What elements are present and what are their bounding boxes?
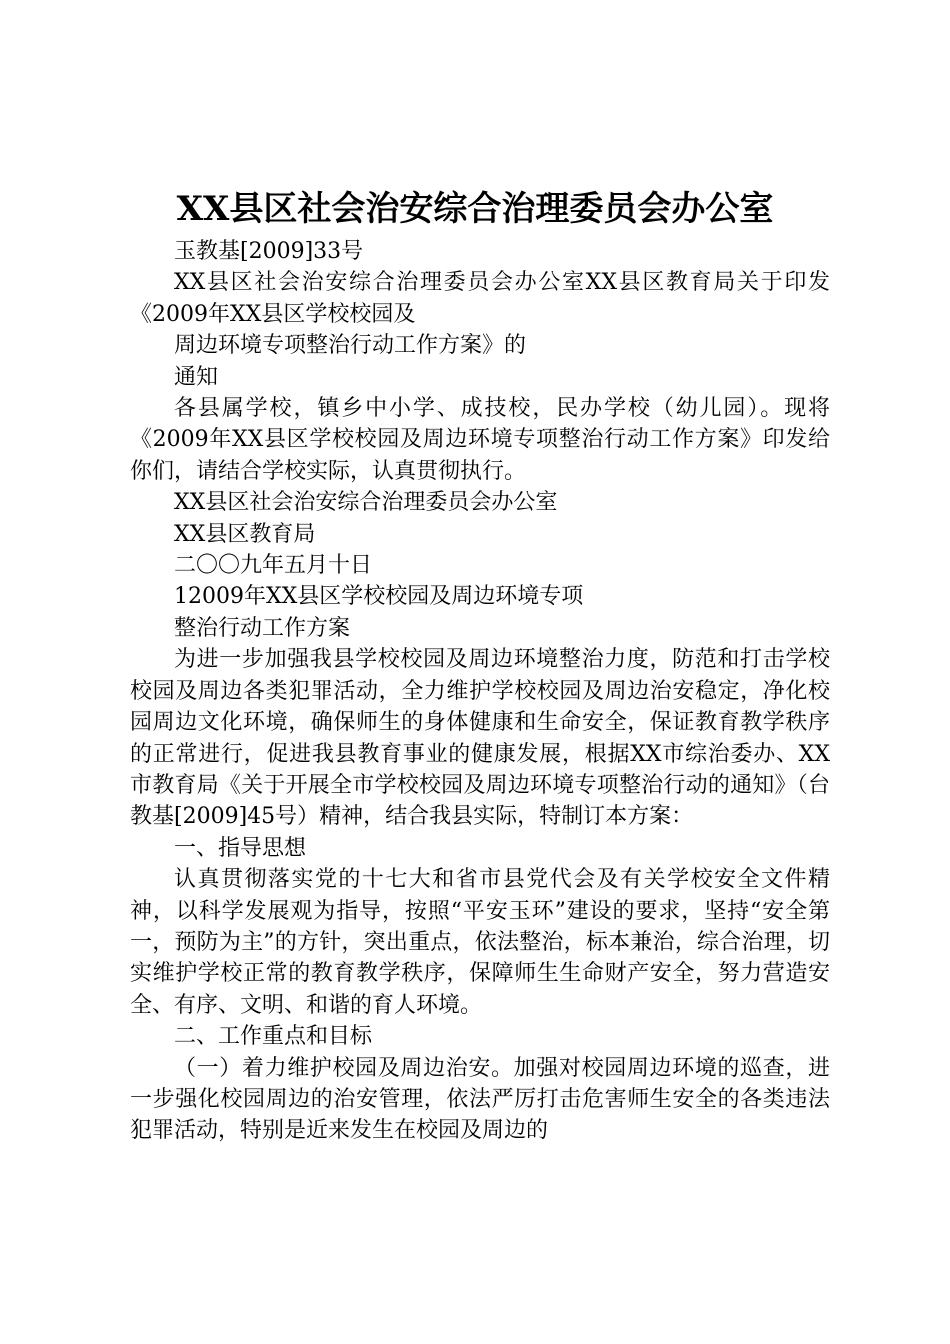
issuer-committee: XX县区社会治安综合治理委员会办公室 — [174, 490, 558, 516]
plan-title-line2: 整治行动工作方案 — [174, 615, 351, 641]
issue-date: 二〇〇九年五月十日 — [174, 553, 373, 579]
doc-number: 玉教基[2009]33号 — [174, 239, 364, 264]
document-title: XX县区社会治安综合治理委员会办公室 — [176, 189, 774, 229]
plan-title-line1: 12009年XX县区学校校园及周边环境专项 — [174, 584, 584, 610]
notice-heading-line2: 周边环境专项整治行动工作方案》的 — [174, 333, 527, 359]
guiding-ideology-paragraph: 认真贯彻落实党的十七大和省市县党代会及有关学校安全文件精神，以科学发展观为指导，按照“平安玉环”建设的要求，坚持“安全第一，预防为主”的方针，突出重点，依法整治，标本兼治，综合治理，切实维护学校正常的教育教学秩序，保障师生生命财产安全，努力营造安全、有序、文明、和谐的育人环境。 — [130, 867, 830, 1018]
document-body — [130, 236, 830, 1147]
focus-goals-paragraph-1: （一）着力维护校园及周边治安。加强对校园周边环境的巡查，进一步强化校园周边的治安管理，依法严厉打击危害师生安全的各类违法犯罪活动，特别是近来发生在校园及周边的 — [130, 1055, 830, 1144]
notice-body: 各县属学校，镇乡中小学、成技校，民办学校（幼儿园）。现将《2009年XX县区学校校园及周边环境专项整治行动工作方案》印发给你们，请结合学校实际，认真贯彻执行。 — [130, 396, 830, 484]
notice-heading-line3: 通知 — [174, 364, 219, 390]
section-heading-focus-goals: 二、工作重点和目标 — [174, 1024, 373, 1050]
section-heading-guiding-ideology: 一、指导思想 — [174, 835, 307, 861]
issuer-education-bureau: XX县区教育局 — [174, 521, 316, 547]
plan-intro-paragraph: 为进一步加强我县学校校园及周边环境整治力度，防范和打击学校校园及周边各类犯罪活动，全力维护学校校园及周边治安稳定，净化校园周边文化环境，确保师生的身体健康和生命安全，保证教育教学秩序的正常进行，促进我县教育事业的健康发展，根据XX市综治委办、XX市教育局《关于开展全市学校校园及周边环境专项整治行动的通知》（台教基[2009]45号）精神，结合我县实际，特制订本方案： — [130, 647, 830, 830]
notice-heading-line1: XX县区社会治安综合治理委员会办公室XX县区教育局关于印发《2009年XX县区学校校园及 — [130, 270, 830, 327]
